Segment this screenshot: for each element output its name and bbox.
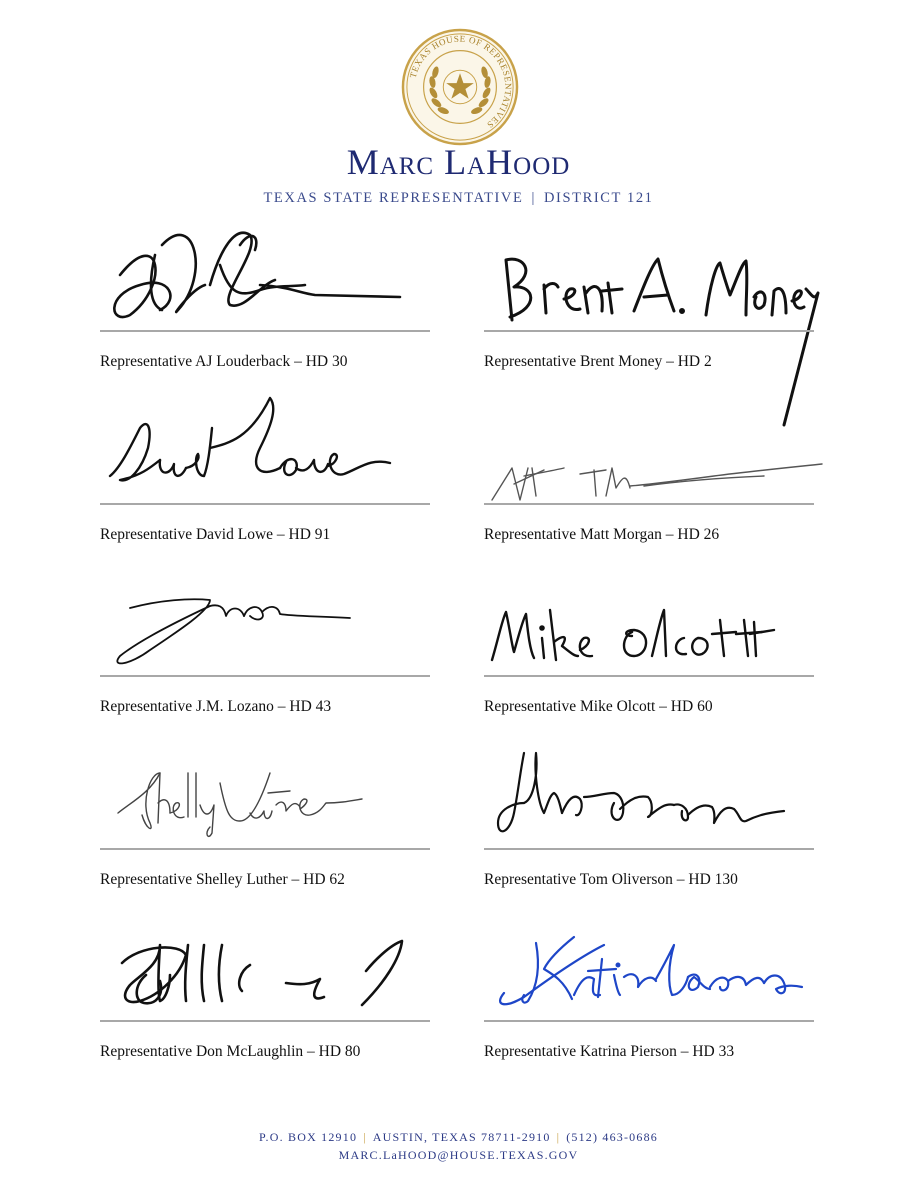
signature-morgan bbox=[484, 388, 824, 498]
footer-separator: | bbox=[363, 1130, 367, 1144]
signature-line bbox=[100, 675, 430, 677]
representative-name: Marc LaHood bbox=[346, 142, 571, 182]
footer-phone: (512) 463-0686 bbox=[566, 1130, 658, 1144]
signature-caption: Representative AJ Louderback – HD 30 bbox=[100, 353, 348, 370]
signature-caption: Representative Mike Olcott – HD 60 bbox=[484, 698, 713, 715]
signature-caption: Representative Matt Morgan – HD 26 bbox=[484, 526, 720, 543]
signature-block-louderback bbox=[100, 215, 430, 375]
svg-text:TEXAS HOUSE OF REPRESENTATIVES: TEXAS HOUSE OF REPRESENTATIVES bbox=[407, 33, 514, 131]
signature-block-pierson bbox=[484, 905, 814, 1065]
signature-block-money bbox=[484, 215, 814, 375]
signature-lowe bbox=[100, 388, 440, 498]
signature-line bbox=[484, 330, 814, 332]
signature-line bbox=[484, 848, 814, 850]
signature-caption: Representative Brent Money – HD 2 bbox=[484, 353, 712, 370]
signature-line bbox=[100, 503, 430, 505]
signature-line bbox=[100, 1020, 430, 1022]
signature-block-oliverson bbox=[484, 733, 814, 893]
footer-email[interactable]: MARC.LaHOOD@HOUSE.TEXAS.GOV bbox=[338, 1148, 579, 1162]
signature-line bbox=[484, 1020, 814, 1022]
footer-address bbox=[0, 1130, 917, 1145]
signature-caption: Representative Katrina Pierson – HD 33 bbox=[484, 1043, 735, 1060]
signature-block-lozano bbox=[100, 560, 430, 720]
signature-caption: Representative Shelley Luther – HD 62 bbox=[100, 871, 345, 888]
signature-line bbox=[100, 330, 430, 332]
signature-block-olcott bbox=[484, 560, 814, 720]
signature-louderback bbox=[100, 215, 440, 325]
signature-caption: Representative Don McLaughlin – HD 80 bbox=[100, 1043, 361, 1060]
signature-line bbox=[100, 848, 430, 850]
signature-caption: Representative David Lowe – HD 91 bbox=[100, 526, 331, 543]
texas-house-seal-icon bbox=[401, 28, 519, 146]
signature-luther bbox=[100, 733, 440, 843]
signature-block-mclaughlin bbox=[100, 905, 430, 1065]
signature-block-morgan bbox=[484, 388, 814, 548]
representative-title bbox=[0, 188, 917, 208]
footer-po-box: P.O. BOX 12910 bbox=[259, 1130, 358, 1144]
signature-pierson bbox=[484, 905, 824, 1015]
signature-lozano bbox=[100, 560, 440, 670]
signature-mclaughlin bbox=[100, 905, 440, 1015]
signature-block-lowe bbox=[100, 388, 430, 548]
title-right: DISTRICT 121 bbox=[543, 190, 654, 206]
footer-separator: | bbox=[556, 1130, 561, 1144]
signature-line bbox=[484, 503, 814, 505]
signature-block-luther bbox=[100, 733, 430, 893]
title-separator: | bbox=[531, 190, 536, 206]
signature-caption: Representative Tom Oliverson – HD 130 bbox=[484, 871, 738, 888]
signature-olcott bbox=[484, 560, 824, 670]
signature-oliverson bbox=[484, 733, 824, 843]
footer-city: AUSTIN, TEXAS 78711-2910 bbox=[372, 1130, 551, 1144]
title-left: TEXAS STATE REPRESENTATIVE bbox=[263, 190, 524, 206]
signature-caption: Representative J.M. Lozano – HD 43 bbox=[100, 698, 332, 715]
signature-line bbox=[484, 675, 814, 677]
